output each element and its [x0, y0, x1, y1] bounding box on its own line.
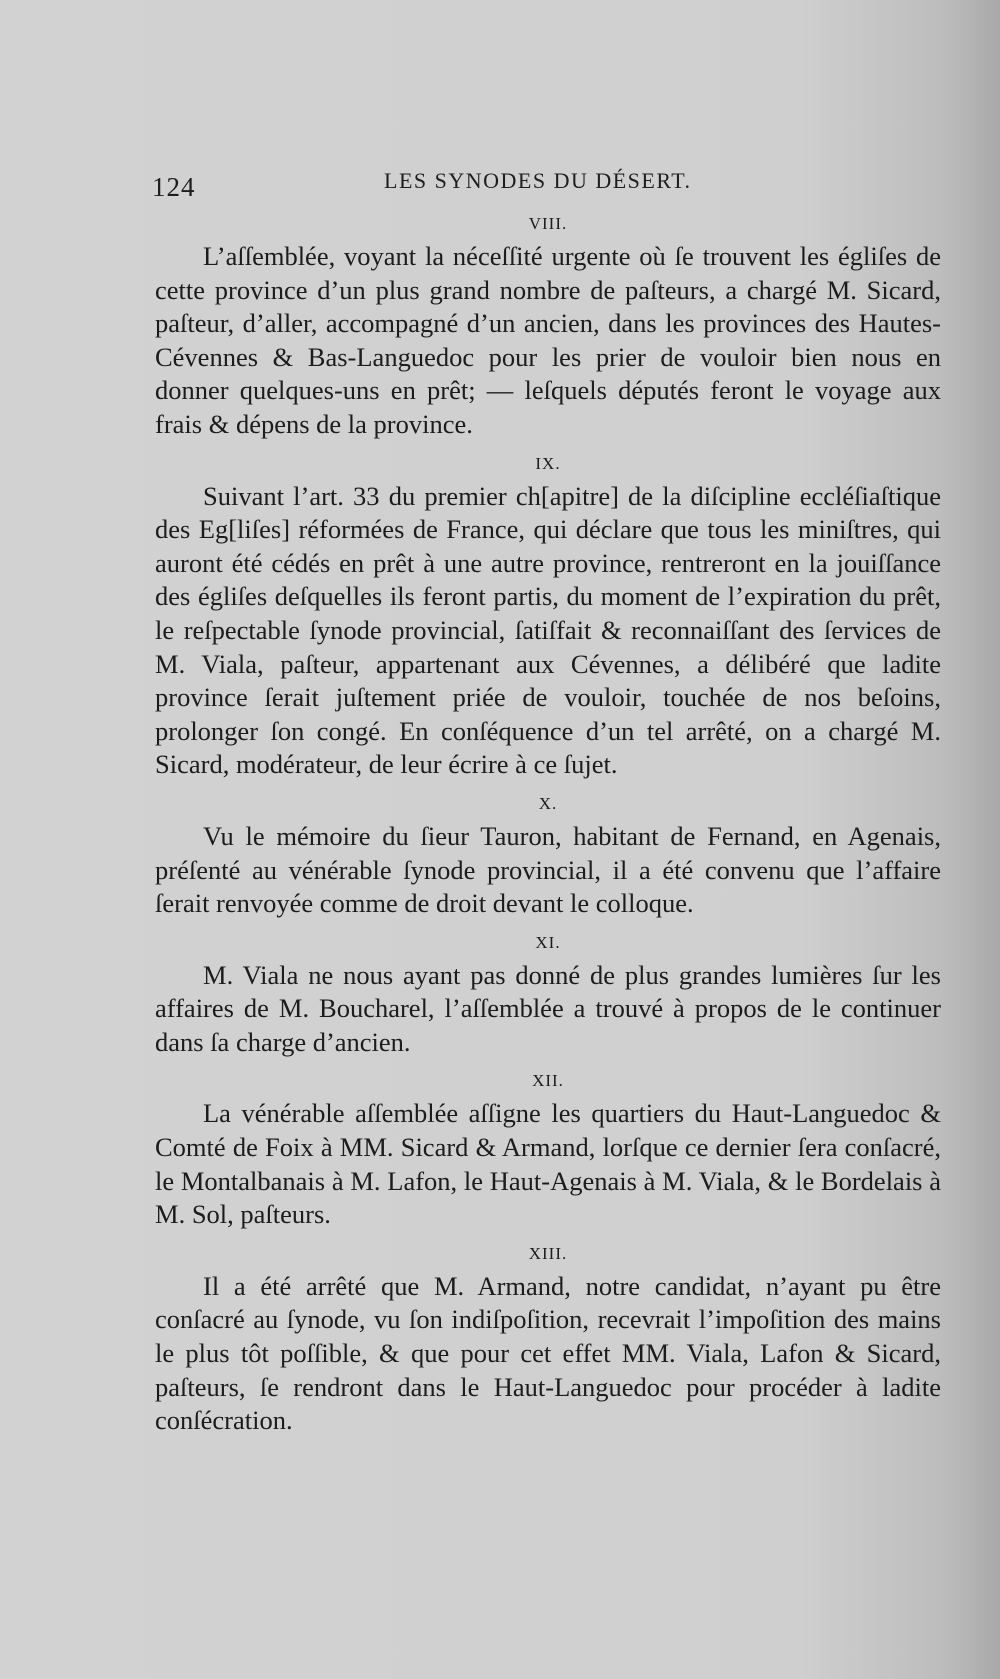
- article-number: XI.: [535, 932, 561, 952]
- page-header: [152, 168, 942, 208]
- article-xiii: [155, 1242, 941, 1438]
- article-paragraph: Il a été arrêté que M. Armand, notre candidat, n’ayant pu être conſacré au ſynode, vu ſon indiſpoſition, recevrait l’impoſition des mains le plus tôt poſſible, & que pour cet effet MM. Viala, Lafon & Sicard, paſteurs, ſe rendront dans le Haut-Languedoc pour procéder à ladite conſécration.: [155, 1270, 941, 1436]
- page-body: [155, 212, 941, 1448]
- article-xi: [155, 931, 941, 1060]
- article-viii: [155, 212, 941, 442]
- article-paragraph: Vu le mémoire du ſieur Tauron, habitant de Fernand, en Agenais, préſenté au vénérable ſynode provincial, il a été convenu que l’affaire ſerait renvoyée comme de droit devant le colloque.: [155, 820, 941, 919]
- article-xii: [155, 1069, 941, 1231]
- article-number: XII.: [532, 1071, 564, 1091]
- article-x: [155, 792, 941, 921]
- article-paragraph: La vénérable aſſemblée aſſigne les quartiers du Haut-Languedoc & Comté de Foix à MM. Sicard & Armand, lorſque ce dernier ſera conſacré, le Montalbanais à M. Lafon, le Haut-Agenais à M. Viala, & le Bordelais à M. Sol, paſteurs.: [155, 1098, 941, 1230]
- article-paragraph: Suivant l’art. 33 du premier ch[apitre] de la diſcipline eccléſiaſtique des Eg[liſes] réformées de France, qui déclare que tous les miniſtres, qui auront été cédés en prêt à une autre province, rentreront en la jouiſſance des égliſes deſquelles ils feront partis, du moment de l’expiration du prêt, le reſpectable ſynode provincial, ſatiſfait & reconnaiſſant des ſervices de M. Viala, paſteur, appartenant aux Cévennes, a délibéré que ladite province ſerait juſtement priée de vouloir, touchée de nos beſoins, prolonger ſon congé. En conſéquence d’un tel arrêté, on a chargé M. Sicard, modérateur, de leur écrire à ce ſujet.: [155, 480, 941, 780]
- article-number: IX.: [535, 453, 561, 473]
- article-number: XIII.: [528, 1243, 568, 1263]
- article-paragraph: L’aſſemblée, voyant la néceſſité urgente où ſe trouvent les égliſes de cette province d’un plus grand nombre de paſteurs, a chargé M. Sicard, paſteur, d’aller, accompagné d’un ancien, dans les provinces des Hautes-Cévennes & Bas-Languedoc pour les prier de vouloir bien nous en donner quelques-uns en prêt; — leſquels députés feront le voyage aux frais & dépens de la province.: [155, 241, 941, 439]
- article-number: VIII.: [528, 214, 568, 233]
- article-paragraph: M. Viala ne nous ayant pas donné de plus grandes lumières ſur les affaires de M. Boucharel, l’aſſemblée a trouvé à propos de le continuer dans ſa charge d’ancien.: [155, 959, 941, 1057]
- running-title: LES SYNODES DU DÉSERT.: [384, 168, 692, 193]
- article-number: X.: [538, 793, 558, 813]
- article-ix: [155, 452, 941, 782]
- page-number: 124: [152, 172, 196, 202]
